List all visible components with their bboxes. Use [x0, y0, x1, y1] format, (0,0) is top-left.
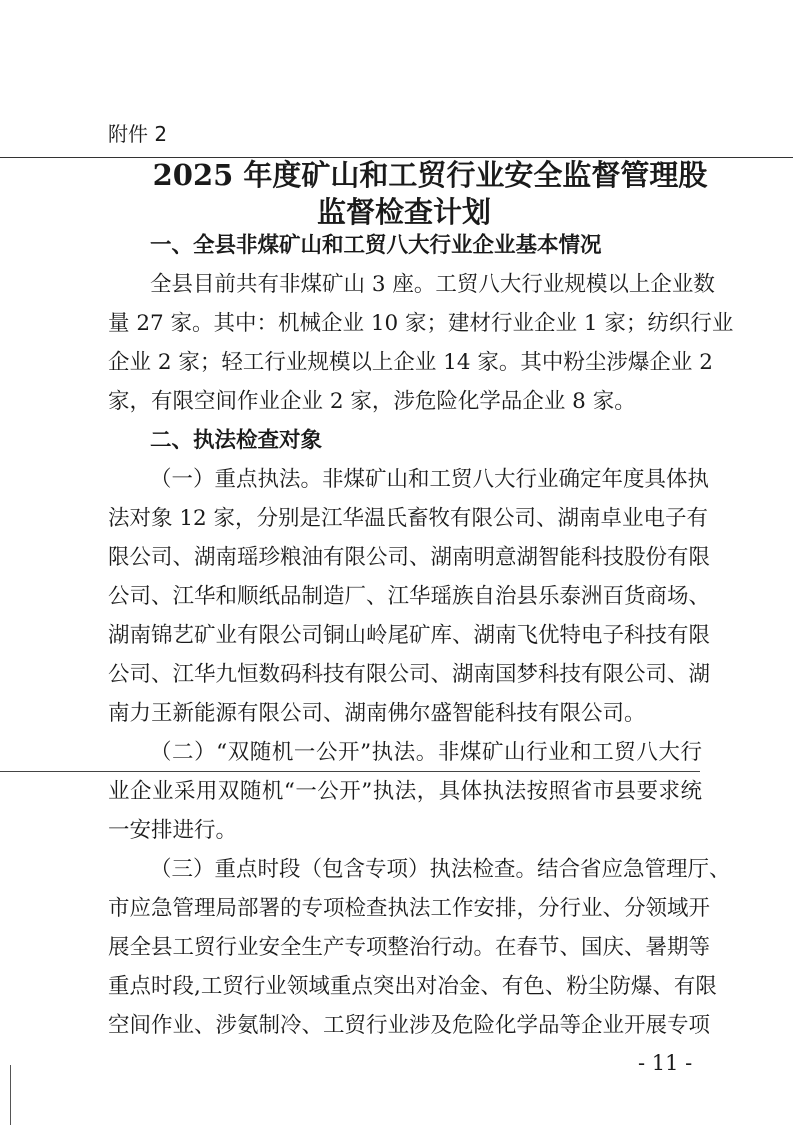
page-number: - 11 - [638, 1051, 693, 1075]
text-line: 湖南锦艺矿业有限公司铜山岭尾矿库、湖南飞优特电子科技有限 [108, 623, 711, 648]
document-title-line-1: 2025 年度矿山和工贸行业安全监督管理股 [152, 158, 708, 192]
paragraph [108, 850, 731, 1045]
paragraph [108, 460, 711, 733]
document-title-line-2: 监督检查计划 [316, 195, 491, 229]
text-line: （二）“双随机一公开”执法。非煤矿山行业和工贸八大行 [150, 740, 702, 765]
text-line: 市应急管理局部署的专项检查执法工作安排，分行业、分领域开 [108, 896, 711, 921]
text-line: 一、全县非煤矿山和工贸八大行业企业基本情况 [150, 233, 602, 258]
text-line: （一）重点执法。非煤矿山和工贸八大行业确定年度具体执 [150, 467, 710, 492]
section-heading [108, 421, 702, 460]
text-line: 展全县工贸行业安全生产专项整治行动。在春节、国庆、暑期等 [108, 935, 711, 960]
text-line: 二、执法检查对象 [150, 428, 323, 453]
text-line: 南力王新能源有限公司、湖南佛尔盛智能科技有限公司。 [108, 701, 646, 726]
attachment-label: 附件 2 [108, 122, 168, 146]
text-line: 全县目前共有非煤矿山 3 座。工贸八大行业规模以上企业数 [150, 272, 715, 297]
document-body [108, 226, 734, 1045]
text-line: 业企业采用双随机“一公开”执法，具体执法按照省市县要求统 [108, 779, 702, 804]
section-heading [108, 226, 702, 265]
text-line: 重点时段,工贸行业领域重点突出对冶金、有色、粉尘防爆、有限 [108, 974, 717, 999]
text-line: 一安排进行。 [108, 818, 238, 843]
text-line: （三）重点时段（包含专项）执法检查。结合省应急管理厅、 [150, 857, 731, 882]
paragraph [108, 265, 734, 421]
text-line: 家，有限空间作业企业 2 家，涉危险化学品企业 8 家。 [108, 389, 636, 414]
text-line: 法对象 12 家，分别是江华温氏畜牧有限公司、湖南卓业电子有 [108, 506, 709, 531]
text-line: 公司、江华九恒数码科技有限公司、湖南国梦科技有限公司、湖 [108, 662, 711, 687]
text-line: 量 27 家。其中：机械企业 10 家；建材行业企业 1 家；纺织行业 [108, 311, 734, 336]
scan-left-edge-mark [10, 1065, 11, 1125]
text-line: 限公司、湖南瑶珍粮油有限公司、湖南明意湖智能科技股份有限 [108, 545, 711, 570]
text-line: 空间作业、涉氨制冷、工贸行业涉及危险化学品等企业开展专项 [108, 1013, 711, 1038]
text-line: 企业 2 家；轻工行业规模以上企业 14 家。其中粉尘涉爆企业 2 [108, 350, 713, 375]
text-line: 公司、江华和顺纸品制造厂、江华瑶族自治县乐泰洲百货商场、 [108, 584, 711, 609]
paragraph [108, 733, 702, 850]
